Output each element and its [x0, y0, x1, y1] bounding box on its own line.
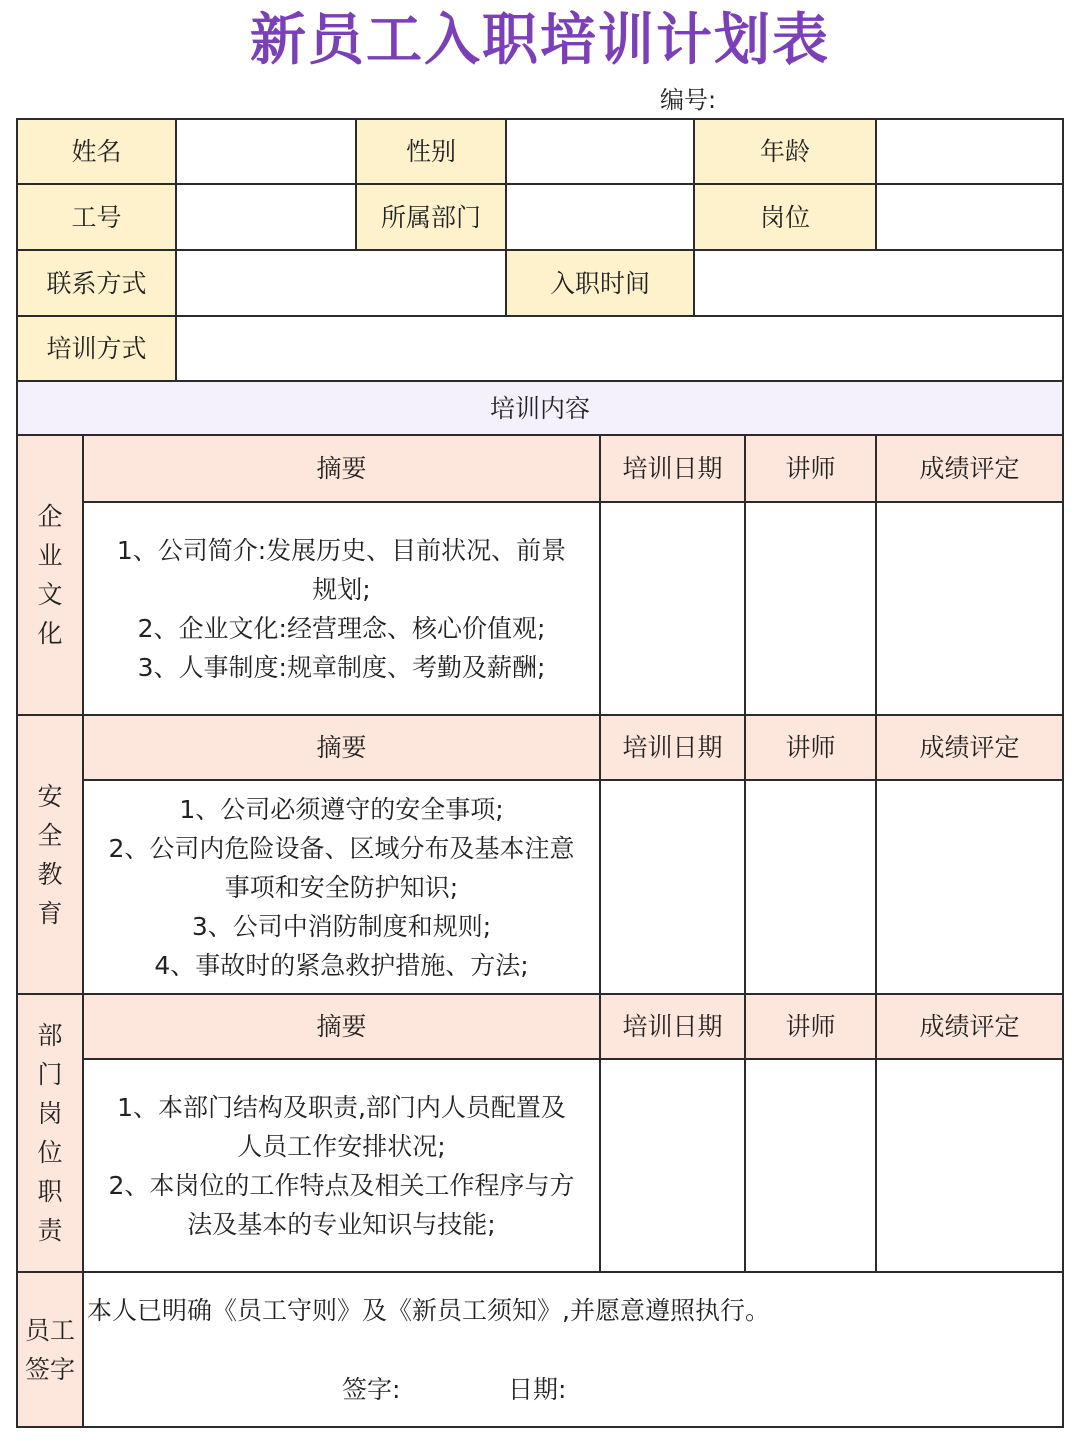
page-title: 新员工入职培训计划表 — [250, 8, 830, 73]
name-field[interactable] — [175, 118, 357, 185]
age-field[interactable] — [875, 118, 1064, 185]
section-label-corporate-culture: 企 业 文 化 — [16, 434, 84, 716]
section-label-department-duties: 部 门 岗 位 职 责 — [16, 993, 84, 1273]
training-content-header: 培训内容 — [16, 380, 1064, 436]
grade-field[interactable] — [875, 1058, 1064, 1273]
summary-header: 摘要 — [82, 993, 601, 1060]
training-date-field[interactable] — [599, 1058, 746, 1273]
serial-number-label: 编号: — [660, 86, 717, 114]
training-date-field[interactable] — [599, 779, 746, 995]
summary-header: 摘要 — [82, 714, 601, 781]
department-field[interactable] — [505, 183, 695, 251]
grade-field[interactable] — [875, 779, 1064, 995]
trainer-header: 讲师 — [744, 714, 877, 781]
trainer-header: 讲师 — [744, 993, 877, 1060]
position-label: 岗位 — [693, 183, 877, 251]
summary-content: 1、公司必须遵守的安全事项; 2、公司内危险设备、区域分布及基本注意 事项和安全防护知识; 3、公司中消防制度和规则; 4、事故时的紧急救护措施、方法; — [82, 779, 601, 995]
contact-label: 联系方式 — [16, 249, 177, 317]
training-date-field[interactable] — [599, 501, 746, 716]
name-label: 姓名 — [16, 118, 177, 185]
training-date-header: 培训日期 — [599, 434, 746, 503]
employee-id-field[interactable] — [175, 183, 357, 251]
department-label: 所属部门 — [355, 183, 507, 251]
training-date-header: 培训日期 — [599, 714, 746, 781]
trainer-field[interactable] — [744, 501, 877, 716]
grade-field[interactable] — [875, 501, 1064, 716]
employee-signature-label: 员工 签字 — [16, 1271, 84, 1428]
sign-label: 签字: — [342, 1375, 401, 1404]
date-label: 日期: — [508, 1375, 567, 1404]
trainer-field[interactable] — [744, 779, 877, 995]
position-field[interactable] — [875, 183, 1064, 251]
summary-content: 1、公司简介:发展历史、目前状况、前景 规划; 2、企业文化:经营理念、核心价值观; 3、人事制度:规章制度、考勤及薪酬; — [82, 501, 601, 716]
trainer-field[interactable] — [744, 1058, 877, 1273]
grade-header: 成绩评定 — [875, 434, 1064, 503]
training-method-label: 培训方式 — [16, 315, 177, 382]
training-date-header: 培训日期 — [599, 993, 746, 1060]
gender-label: 性别 — [355, 118, 507, 185]
gender-field[interactable] — [505, 118, 695, 185]
trainer-header: 讲师 — [744, 434, 877, 503]
join-date-label: 入职时间 — [505, 249, 695, 317]
grade-header: 成绩评定 — [875, 714, 1064, 781]
commitment-statement: 本人已明确《员工守则》及《新员工须知》,并愿意遵照执行。 — [87, 1296, 770, 1325]
section-label-safety-education: 安 全 教 育 — [16, 714, 84, 995]
summary-content: 1、本部门结构及职责,部门内人员配置及 人员工作安排状况; 2、本岗位的工作特点及相关工作程序与方 法及基本的专业知识与技能; — [82, 1058, 601, 1273]
contact-field[interactable] — [175, 249, 507, 317]
training-method-field[interactable] — [175, 315, 1064, 382]
employee-id-label: 工号 — [16, 183, 177, 251]
summary-header: 摘要 — [82, 434, 601, 503]
age-label: 年龄 — [693, 118, 877, 185]
grade-header: 成绩评定 — [875, 993, 1064, 1060]
join-date-field[interactable] — [693, 249, 1064, 317]
